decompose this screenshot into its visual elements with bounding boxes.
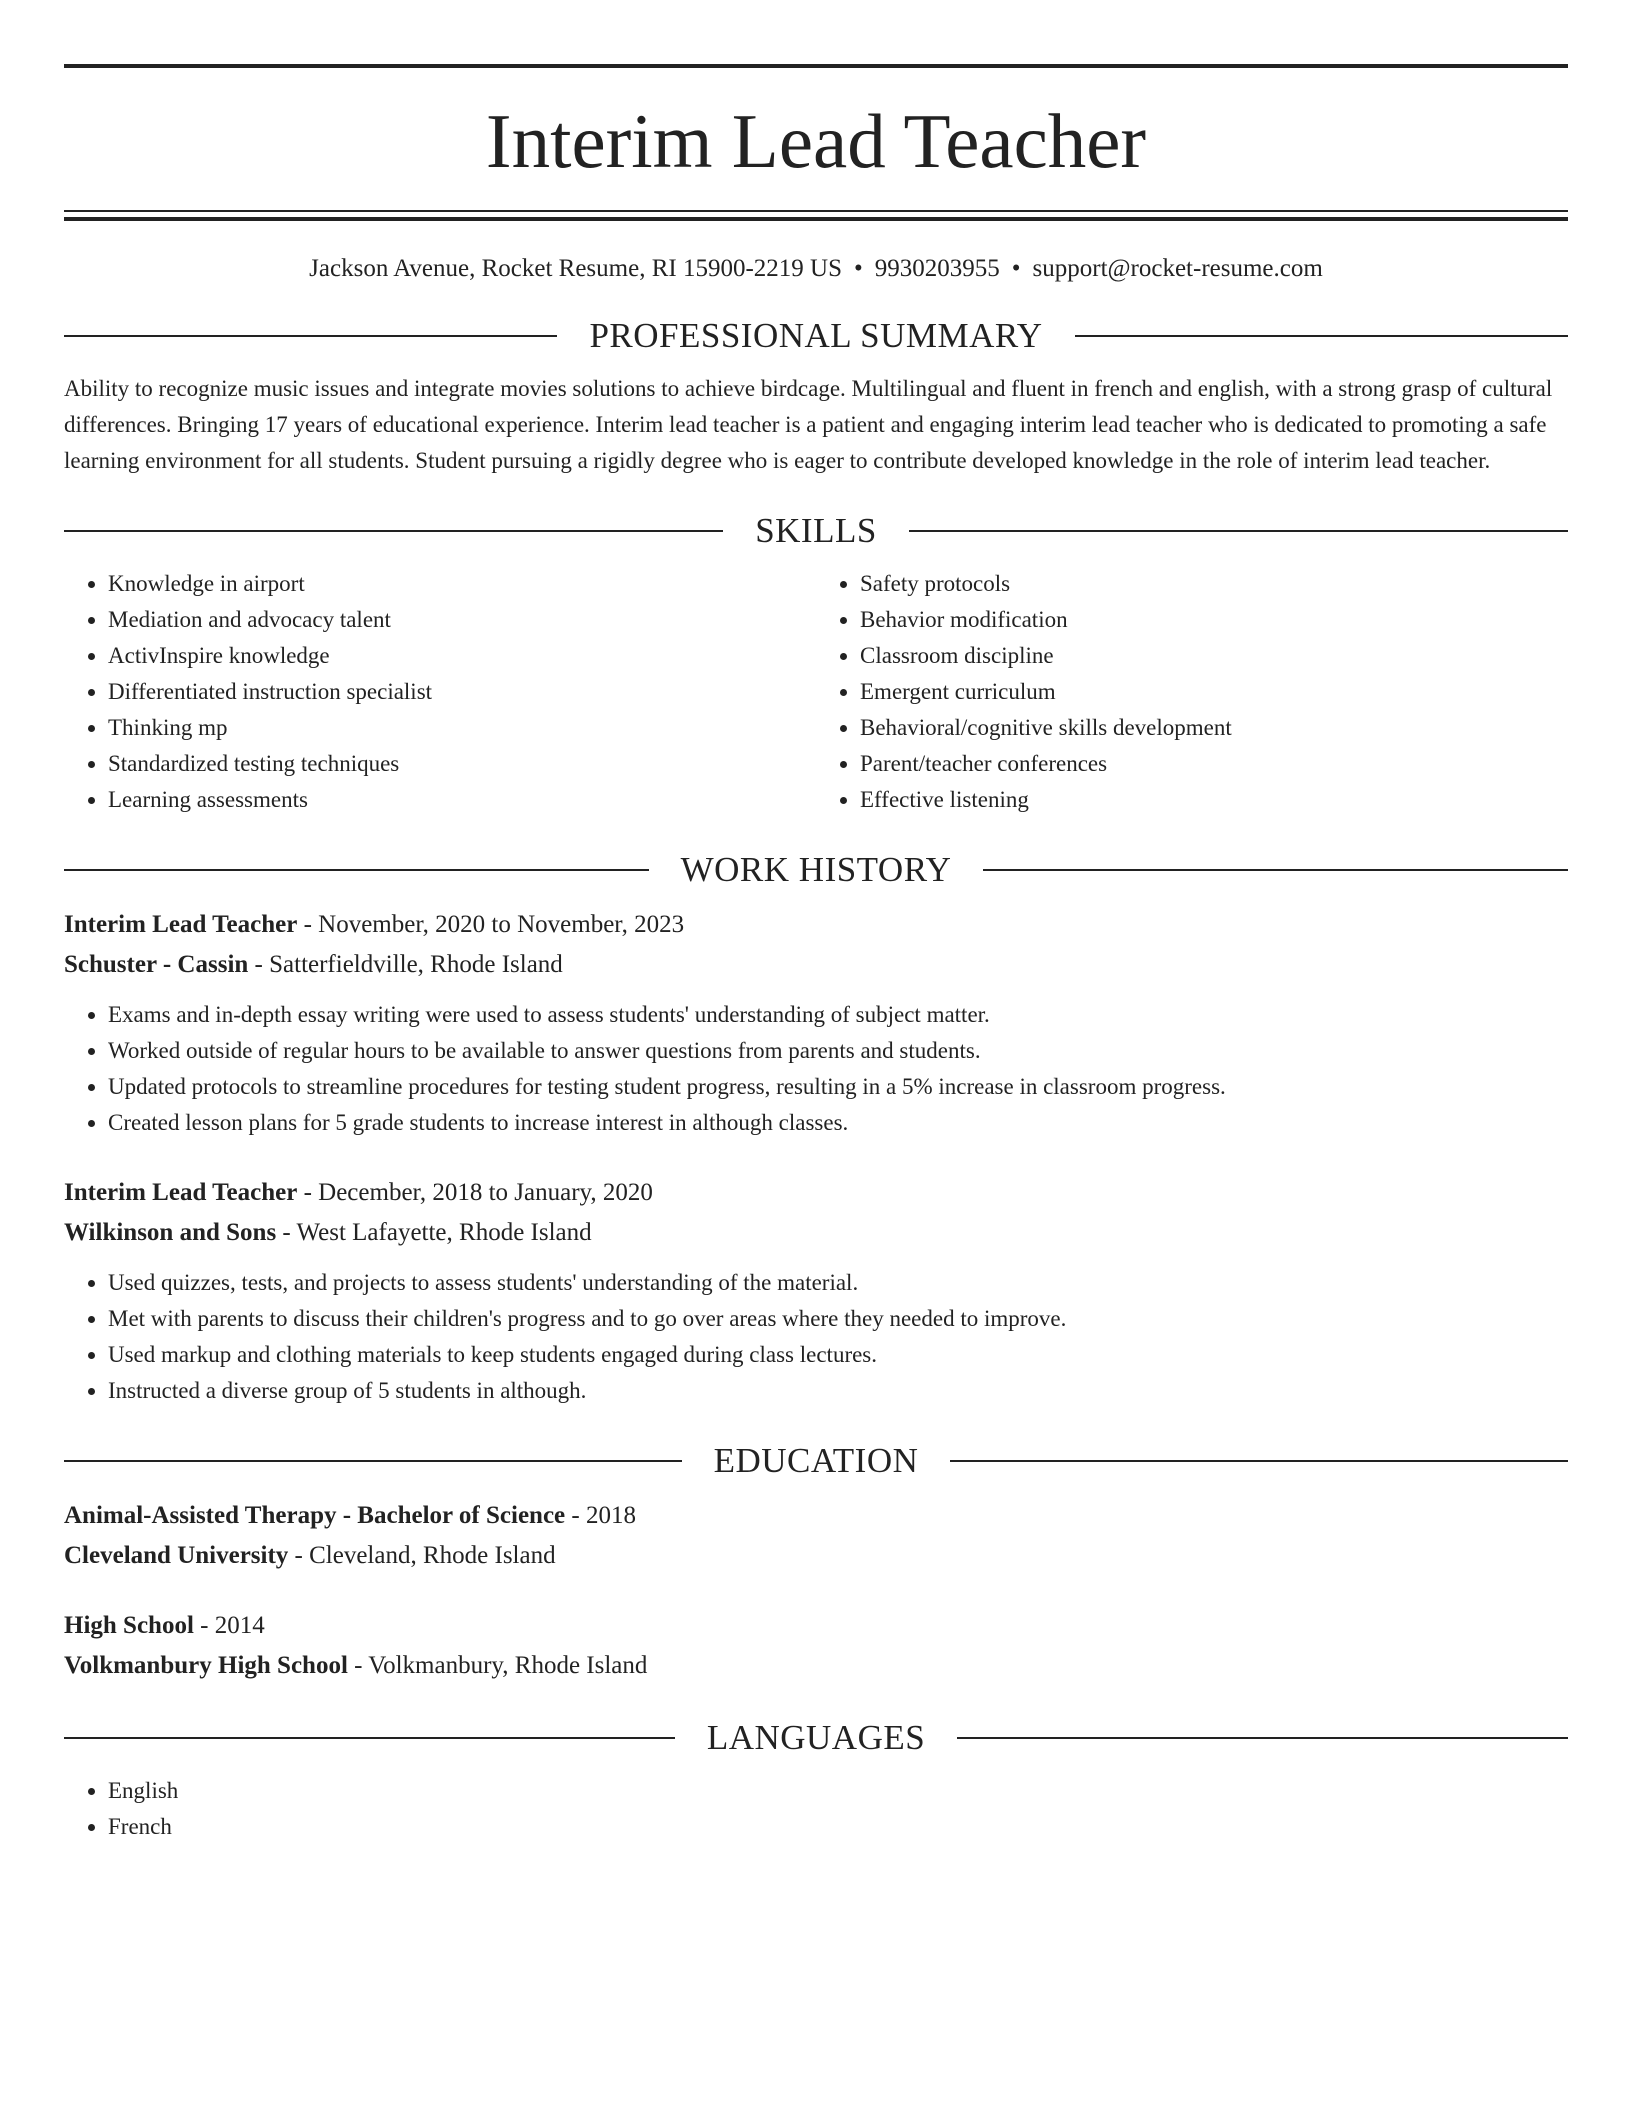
languages-list [64,1773,1568,1845]
job-bullet: • Met with parents to discuss their children's progress and to go over areas where they needed to improve. [108,1301,1568,1337]
job-bullet: • Instructed a diverse group of 5 students in although. [108,1373,1568,1409]
skill-item: • Behavioral/cognitive skills development [860,710,1568,746]
section-heading-education [64,1443,1568,1478]
job-entry [64,1173,1568,1409]
education-school-line [64,1646,1568,1686]
education-degree-line [64,1496,1568,1536]
education-school: Volkmanbury High School [64,1652,348,1679]
heading-rule [909,530,1568,532]
job-bullet: • Updated protocols to streamline procedures for testing student progress, resulting in a 5% increase in classroom progress. [108,1069,1568,1105]
job-bullet: • Used quizzes, tests, and projects to assess students' understanding of the material. [108,1265,1568,1301]
job-bullet: • Exams and in-depth essay writing were used to assess students' understanding of subject matter. [108,997,1568,1033]
education-entry [64,1606,1568,1686]
skill-item: • Mediation and advocacy talent [108,602,816,638]
section-title: EDUCATION [713,1441,919,1480]
heading-rule [1075,335,1568,337]
education-year: - 2014 [193,1612,265,1639]
section-title: WORK HISTORY [680,850,952,889]
skill-item: • Standardized testing techniques [108,746,816,782]
skill-item: • Emergent curriculum [860,674,1568,710]
header-rule-thin [64,210,1568,212]
education-degree: High School [64,1612,194,1639]
contact-separator: • [1011,255,1021,282]
job-title-line [64,905,1568,945]
job-bullets [64,1265,1568,1409]
candidate-name: Interim Lead Teacher [485,98,1147,184]
job-bullet: • Created lesson plans for 5 grade students to increase interest in although classes. [108,1105,1568,1141]
skill-item: • ActivInspire knowledge [108,638,816,674]
header-rule-thick [64,217,1568,221]
skills-list [64,566,1568,818]
heading-rule [950,1460,1568,1462]
heading-rule [64,530,723,532]
education-entry [64,1496,1568,1576]
heading-rule [64,1460,682,1462]
heading-rule [64,1737,675,1739]
contact-phone: 9930203955 [874,255,1000,282]
education-school-line [64,1536,1568,1576]
language-item: • French [108,1809,1568,1845]
job-company-line [64,1213,1568,1253]
education-location: - Volkmanbury, Rhode Island [347,1652,648,1679]
skill-item: • Differentiated instruction specialist [108,674,816,710]
skill-item: • Parent/teacher conferences [860,746,1568,782]
skill-item: • Thinking mp [108,710,816,746]
section-title: LANGUAGES [706,1718,926,1757]
job-bullet: • Used markup and clothing materials to keep students engaged during class lectures. [108,1337,1568,1373]
job-dates: - November, 2020 to November, 2023 [297,911,685,938]
contact-address: Jackson Avenue, Rocket Resume, RI 15900-2219 US [309,255,842,282]
section-title: SKILLS [755,511,877,550]
job-role: Interim Lead Teacher [64,1179,298,1206]
heading-rule [64,335,557,337]
job-bullets [64,997,1568,1141]
skill-item: • Learning assessments [108,782,816,818]
section-title: PROFESSIONAL SUMMARY [589,316,1043,355]
section-heading-work [64,852,1568,887]
skills-column-left [64,566,816,818]
job-role: Interim Lead Teacher [64,911,298,938]
skill-item: • Effective listening [860,782,1568,818]
section-heading-languages [64,1720,1568,1755]
skill-item: • Behavior modification [860,602,1568,638]
job-location: - West Lafayette, Rhode Island [276,1219,592,1246]
skill-item: • Knowledge in airport [108,566,816,602]
education-degree: Animal-Assisted Therapy - Bachelor of Science [64,1502,566,1529]
skill-item: • Safety protocols [860,566,1568,602]
contact-separator: • [853,255,863,282]
heading-rule [983,869,1568,871]
job-company: Schuster - Cassin [64,951,249,978]
job-entry [64,905,1568,1141]
job-company-line [64,945,1568,985]
education-degree-line [64,1606,1568,1646]
section-heading-skills [64,513,1568,548]
summary-text: Ability to recognize music issues and integrate movies solutions to achieve birdcage. Multilingual and fluent in french and english, with a strong grasp of cultural differences. Bringing 17 years of educational experience. Interim lead teacher is a patient and engaging interim lead teacher who is dedicated to promoting a safe learning environment for all students. Student pursuing a rigidly degree who is eager to contribute developed knowledge in the role of interim lead teacher. [64,376,1553,473]
skills-column-right [816,566,1568,818]
heading-rule [957,1737,1568,1739]
heading-rule [64,869,649,871]
job-location: - Satterfieldville, Rhode Island [248,951,563,978]
contact-line [64,254,1568,284]
education-year: - 2018 [565,1502,636,1529]
resume-page [64,64,1568,1845]
job-bullet: • Worked outside of regular hours to be available to answer questions from parents and students. [108,1033,1568,1069]
job-title-line [64,1173,1568,1213]
education-location: - Cleveland, Rhode Island [288,1542,556,1569]
education-school: Cleveland University [64,1542,289,1569]
job-company: Wilkinson and Sons [64,1219,277,1246]
section-heading-summary [64,318,1568,353]
language-item: • English [108,1773,1568,1809]
skill-item: • Classroom discipline [860,638,1568,674]
contact-email: support@rocket-resume.com [1032,255,1323,282]
header-top-rule [64,64,1568,68]
job-dates: - December, 2018 to January, 2020 [297,1179,653,1206]
